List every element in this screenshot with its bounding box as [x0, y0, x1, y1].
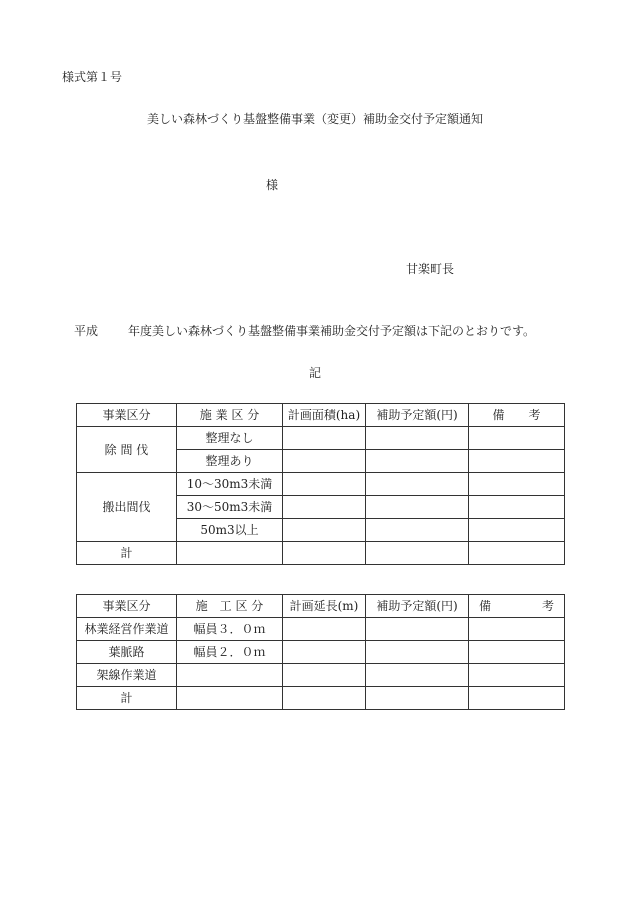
sub-category-cell	[177, 664, 283, 687]
body-text	[74, 322, 535, 339]
amount-cell[interactable]	[366, 427, 469, 450]
addressee-suffix: 様	[266, 178, 279, 192]
amount-cell[interactable]	[366, 641, 469, 664]
table-row	[77, 427, 565, 450]
area-cell[interactable]	[283, 450, 366, 473]
length-cell[interactable]	[283, 618, 366, 641]
remarks-cell[interactable]	[469, 496, 565, 519]
length-cell[interactable]	[283, 664, 366, 687]
amount-cell[interactable]	[366, 519, 469, 542]
amount-cell[interactable]	[366, 496, 469, 519]
total-label: 計	[77, 542, 177, 565]
remarks-cell[interactable]	[469, 641, 565, 664]
total-label: 計	[77, 687, 177, 710]
header-category: 事業区分	[77, 404, 177, 427]
header-remarks-left: 備	[479, 599, 492, 613]
amount-cell[interactable]	[366, 664, 469, 687]
area-cell[interactable]	[283, 496, 366, 519]
header-category: 事業区分	[77, 595, 177, 618]
thinning-table	[76, 403, 565, 565]
area-cell[interactable]	[283, 473, 366, 496]
table-header-row	[77, 404, 565, 427]
amount-cell[interactable]	[366, 618, 469, 641]
table-row	[77, 618, 565, 641]
body-sentence: 年度美しい森林づくり基盤整備事業補助金交付予定額は下記のとおりです。	[128, 324, 536, 338]
total-remarks-cell[interactable]	[469, 687, 565, 710]
sub-category-cell: 10～30m3未満	[177, 473, 283, 496]
header-subsidy-amount: 補助予定額(円)	[366, 595, 469, 618]
header-subsidy-amount: 補助予定額(円)	[366, 404, 469, 427]
remarks-cell[interactable]	[469, 450, 565, 473]
sub-category-cell: 50m3以上	[177, 519, 283, 542]
table-row	[77, 473, 565, 496]
category-cell: 葉脈路	[77, 641, 177, 664]
remarks-cell[interactable]	[469, 664, 565, 687]
total-amount-cell[interactable]	[366, 542, 469, 565]
total-amount-cell[interactable]	[366, 687, 469, 710]
era-label: 平成	[74, 324, 99, 338]
header-remarks-right: 考	[541, 599, 554, 613]
table-row	[77, 664, 565, 687]
sub-category-cell: 幅員２．０ｍ	[177, 641, 283, 664]
category-cell: 搬出間伐	[77, 473, 177, 542]
total-row	[77, 542, 565, 565]
header-planned-area: 計画面積(ha)	[283, 404, 366, 427]
total-sub-cell[interactable]	[177, 542, 283, 565]
category-cell: 架線作業道	[77, 664, 177, 687]
document-title: 美しい森林づくり基盤整備事業（変更）補助金交付予定額通知	[146, 112, 483, 126]
amount-cell[interactable]	[366, 473, 469, 496]
total-row	[77, 687, 565, 710]
sub-category-cell: 幅員３．０ｍ	[177, 618, 283, 641]
category-cell: 除 間 伐	[77, 427, 177, 473]
header-remarks: 備 考	[469, 404, 565, 427]
remarks-cell[interactable]	[469, 519, 565, 542]
area-cell[interactable]	[283, 427, 366, 450]
header-planned-length: 計画延長(m)	[283, 595, 366, 618]
category-cell: 林業経営作業道	[77, 618, 177, 641]
amount-cell[interactable]	[366, 450, 469, 473]
road-table	[76, 594, 565, 710]
sub-category-cell: 30～50m3未満	[177, 496, 283, 519]
header-sub-category: 施 業 区 分	[177, 404, 283, 427]
header-construction-category: 施 工 区 分	[177, 595, 283, 618]
sender-name: 甘楽町長	[406, 262, 455, 276]
remarks-cell[interactable]	[469, 473, 565, 496]
remarks-cell[interactable]	[469, 427, 565, 450]
form-number: 様式第１号	[62, 70, 123, 84]
total-area-cell[interactable]	[283, 542, 366, 565]
table-header-row	[77, 595, 565, 618]
remarks-cell[interactable]	[469, 618, 565, 641]
total-length-cell[interactable]	[283, 687, 366, 710]
length-cell[interactable]	[283, 641, 366, 664]
total-sub-cell[interactable]	[177, 687, 283, 710]
sub-category-cell: 整理なし	[177, 427, 283, 450]
sub-category-cell: 整理あり	[177, 450, 283, 473]
header-remarks	[469, 595, 565, 618]
table-row	[77, 641, 565, 664]
total-remarks-cell[interactable]	[469, 542, 565, 565]
ki-heading: 記	[308, 366, 321, 380]
area-cell[interactable]	[283, 519, 366, 542]
